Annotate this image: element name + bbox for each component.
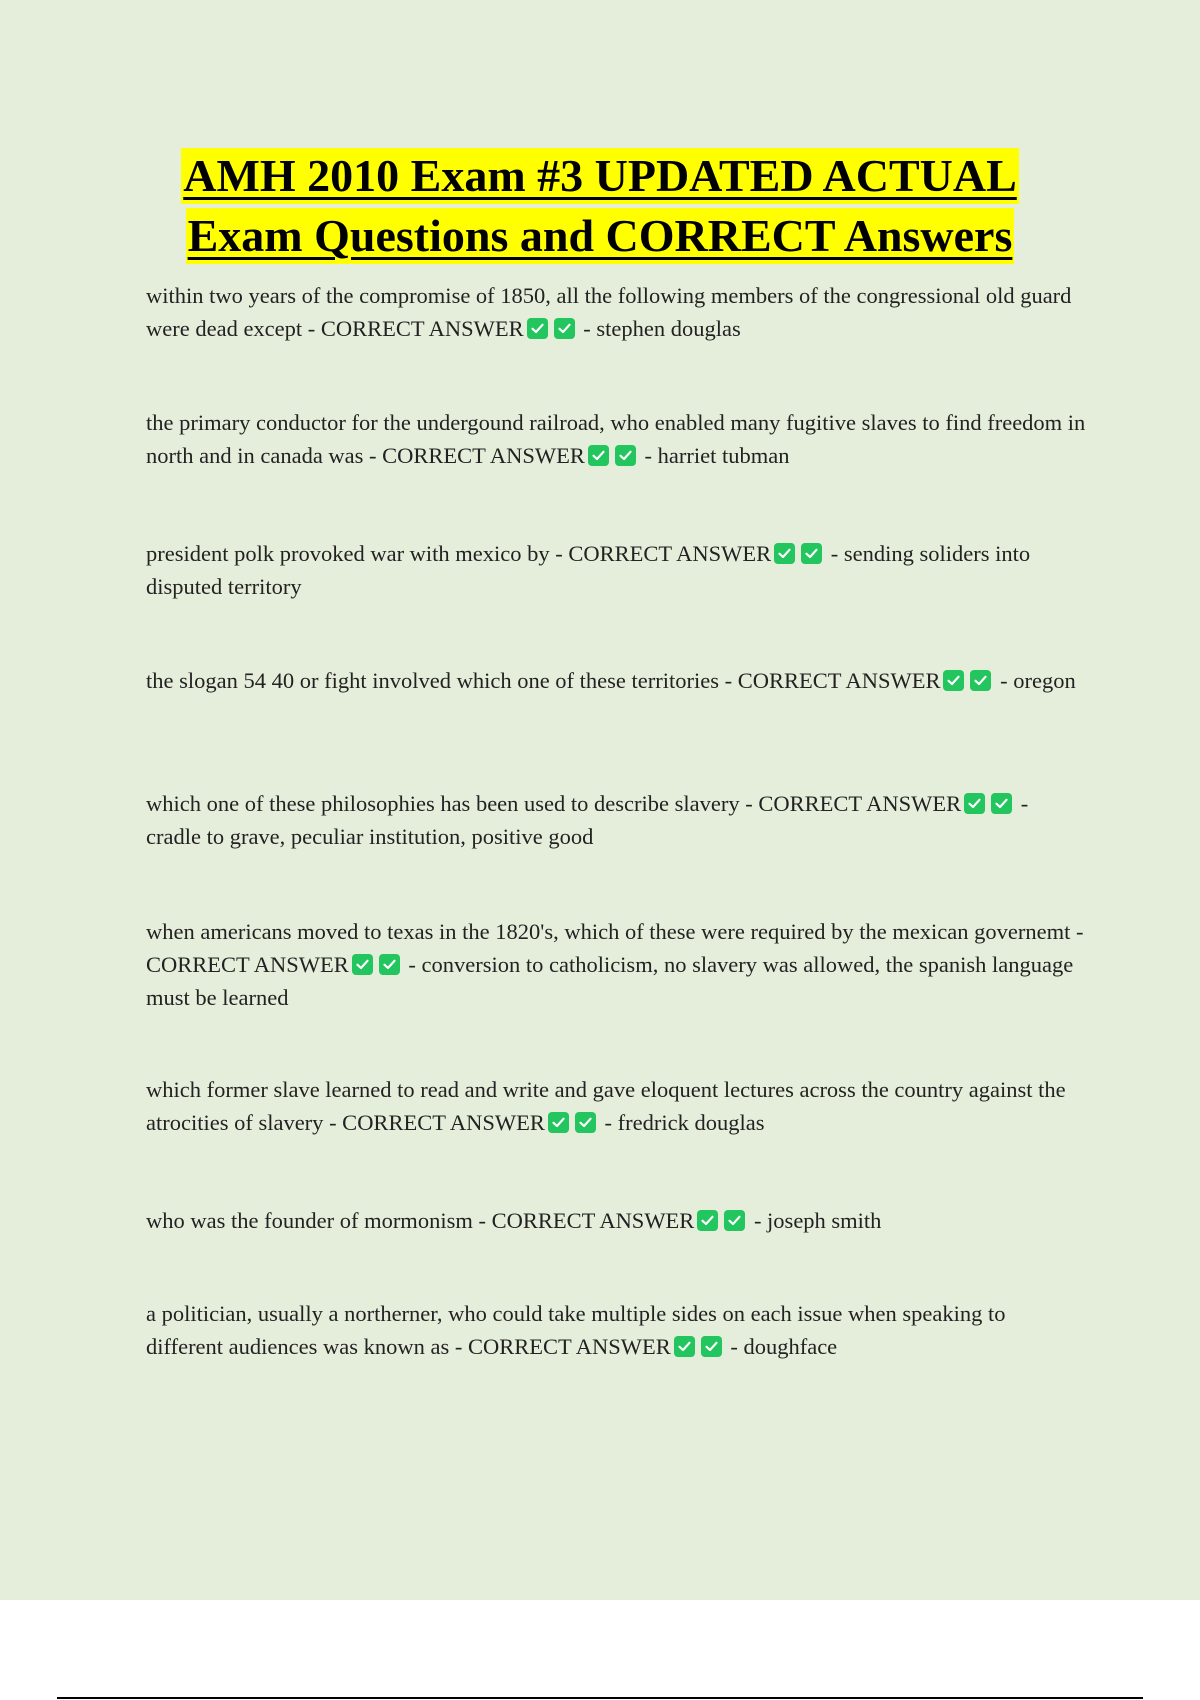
answer-text: - conversion to catholicism, no slavery was allowed, the spanish language must be learned <box>146 952 1074 1010</box>
question-text: which former slave learned to read and write and gave eloquent lectures across the country against the atrocities of slavery <box>146 1077 1066 1135</box>
correct-answer-label: - CORRECT ANSWER <box>307 316 524 341</box>
qa-item-2 <box>146 406 1086 472</box>
check-square-icon <box>674 1336 695 1357</box>
check-square-icon <box>774 543 795 564</box>
qa-item-9 <box>146 1297 1086 1363</box>
check-square-icon <box>379 954 400 975</box>
title-line-2: Exam Questions and CORRECT Answers <box>186 208 1015 264</box>
correct-answer-label: - CORRECT ANSWER <box>555 541 772 566</box>
correct-answer-label: - CORRECT ANSWER <box>146 919 1084 977</box>
check-square-icon <box>554 318 575 339</box>
question-text: within two years of the compromise of 1850, all the following members of the congressional old guard were dead except <box>146 283 1072 341</box>
question-text: the primary conductor for the undergound railroad, who enabled many fugitive slaves to find freedom in north and in canada was <box>146 410 1086 468</box>
question-text: the slogan 54 40 or fight involved which one of these territories <box>146 668 719 693</box>
check-square-icon <box>615 445 636 466</box>
answer-text: - oregon <box>1000 668 1076 693</box>
check-square-icon <box>943 670 964 691</box>
correct-answer-label: - CORRECT ANSWER <box>478 1208 695 1233</box>
qa-item-3 <box>146 537 1086 603</box>
check-square-icon <box>724 1210 745 1231</box>
check-square-icon <box>588 445 609 466</box>
check-square-icon <box>991 793 1012 814</box>
qa-item-5 <box>146 787 1086 853</box>
question-text: when americans moved to texas in the 1820's, which of these were required by the mexican governemt <box>146 919 1071 944</box>
check-square-icon <box>527 318 548 339</box>
check-square-icon <box>575 1112 596 1133</box>
answer-text: - cradle to grave, peculiar institution, positive good <box>146 791 1029 849</box>
qa-item-6 <box>146 915 1086 1014</box>
check-square-icon <box>548 1112 569 1133</box>
answer-text: - harriet tubman <box>644 443 790 468</box>
qa-item-4 <box>146 664 1086 697</box>
document-title <box>0 146 1200 266</box>
answer-text: - sending soliders into disputed territory <box>146 541 1031 599</box>
check-square-icon <box>964 793 985 814</box>
question-text: which one of these philosophies has been used to describe slavery <box>146 791 740 816</box>
qa-item-7 <box>146 1073 1086 1139</box>
qa-item-8 <box>146 1204 1086 1237</box>
question-text: who was the founder of mormonism <box>146 1208 473 1233</box>
answer-text: - fredrick douglas <box>604 1110 765 1135</box>
title-line-1: AMH 2010 Exam #3 UPDATED ACTUAL <box>181 148 1019 204</box>
footer-divider <box>57 1697 1143 1699</box>
correct-answer-label: - CORRECT ANSWER <box>329 1110 545 1135</box>
question-text: president polk provoked war with mexico by <box>146 541 550 566</box>
answer-text: - joseph smith <box>753 1208 882 1233</box>
check-square-icon <box>801 543 822 564</box>
correct-answer-label: - CORRECT ANSWER <box>454 1334 671 1359</box>
qa-item-1 <box>146 279 1086 345</box>
answer-text: - doughface <box>730 1334 838 1359</box>
check-square-icon <box>352 954 373 975</box>
correct-answer-label: - CORRECT ANSWER <box>745 791 962 816</box>
answer-text: - stephen douglas <box>583 316 741 341</box>
correct-answer-label: - CORRECT ANSWER <box>724 668 941 693</box>
correct-answer-label: - CORRECT ANSWER <box>369 443 585 468</box>
check-square-icon <box>701 1336 722 1357</box>
check-square-icon <box>697 1210 718 1231</box>
question-text: a politician, usually a northerner, who could take multiple sides on each issue when speaking to different audiences was known as <box>146 1301 1006 1359</box>
check-square-icon <box>970 670 991 691</box>
